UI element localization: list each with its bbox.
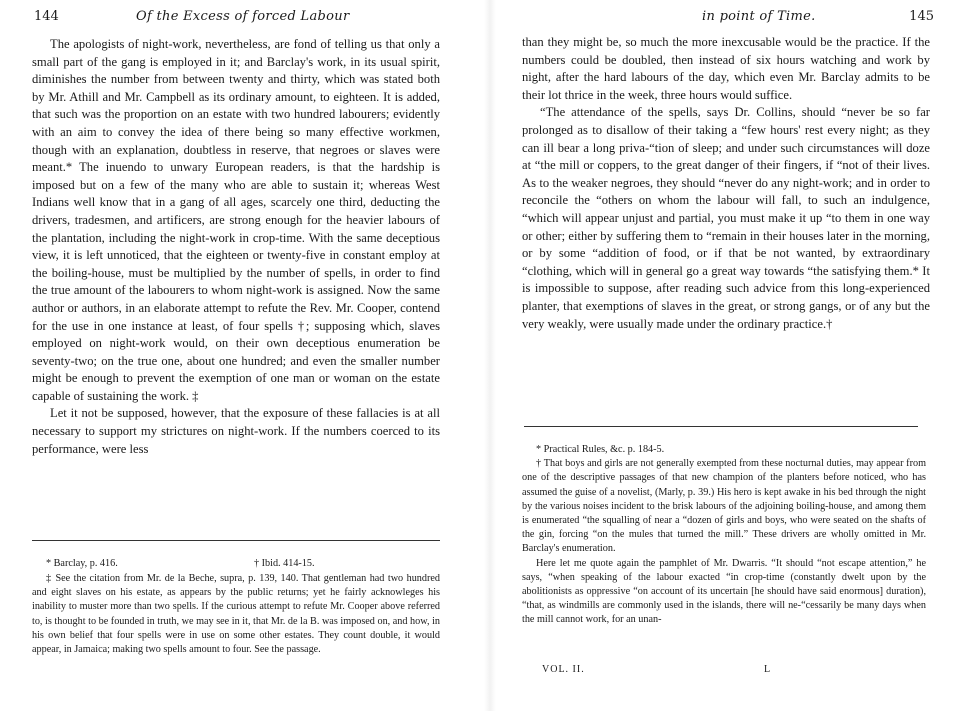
left-footnotes [32,557,440,657]
left-page-number: 144 [34,9,59,24]
left-footnote-row [32,557,440,572]
right-footnote-continuation: Here let me quote again the pamphlet of Mr. Dwarris. “It should “not escape attention,” he says, “when speaking of the labour exacted “in crop-time (constantly dwelt upon by the abolitionists as oppressive “on account of its uncertain [he should have said enormous] duration), “that, as windmills are commonly used in the islands, there will ne-“cessarily be many days when the mill cannot work, for an unan- [522,557,926,626]
right-footnote-star: * Practical Rules, &c. p. 184-5. [536,444,665,455]
right-footnote-rule [524,426,918,427]
right-paragraph-1: than they might be, so much the more inexcusable would be the practice. If the numbers could be doubled, then instead of six hours watching and work by night, after the hard labours of the day, which even Mr. Barclay admits to be their lot thrice in the week, three hours would suffice. [522,35,930,102]
right-footnotes [522,443,926,628]
right-page-number: 145 [909,9,934,24]
left-paragraph-2: Let it not be supposed, however, that the exposure of these fallacies is at all necessary to support my strictures on night-work. If the numbers coerced to its performance, were less [32,406,440,456]
right-paragraph-2: “The attendance of the spells, says Dr. Collins, should “never be so far prolonged as to disallow of their taking a “few hours' rest every night; as they can ill bear a long priva-“tion of sleep; and under such circumstances will doze at “the mill or coppers, to the great danger of their fingers, if “not of their lives. As to the weaker negroes, they should “never do any night-work; and in order to reconcile the “others on whom the labour will fall, to such an indulgence, “which will appear unjust and partial, you must make it up “to them in one way or other; either by suffering them to “remain in their houses later in the morning, or by some “addition of food, or if that be not wanted, by extraordinary “clothing, which will in general go a great way towards “the satisfying them.* It is impossible to suppose, after reading such advice from this long-experienced planter, that exemptions of slaves in the great, or strong gangs, or of any but the very weakly, were usually made under the ordinary practice.† [522,105,930,331]
left-paragraph-1: The apologists of night-work, nevertheless, are fond of telling us that only a small part of the gang is employed in it; and Barclay's work, in its usual spirit, diminishes the number from between twenty and thirty, which was stated both by Mr. Athill and Mr. Campbell as its ordinary amount, to eighteen. It is added, that such was the proportion on an estate with two hundred labourers; evidently with an aim to convey the idea of there being so many effective workmen, though with an explanation, doubtless in reserve, that negroes or slaves were meant.* The inuendo to unwary European readers, is that the hardship is imposed but on a few of the many who are able to sustain it; whereas West Indians well know that in a gang of all ages, scarcely one third, deducting the drivers, tradesmen, and artificers, are strong enough for the heavier labours of the plantation, including the night-work in crop-time. With the same deceptious view, it is left unnoticed, that the eighteen or twenty-five in constant employ at the boiling-house, must be multiplied by the number of spells, in order to find the true amount of the labourers to whom night-work is assigned. Now the same author or authors, in an elaborate attempt to refute the Rev. Mr. Cooper, contend for the use in one instance at least, of four spells †; supposing which, slaves employed on night-work would, on their own deceptious enumeration be seventy-two; on the true one, about one hundred; and even the smaller number might be enough to prevent the exemption of one man or woman on the estate capable of sustaining the work. ‡ [32,37,440,403]
signature-line [542,664,922,678]
left-running-head: Of the Excess of forced Labour [136,9,350,24]
left-footnote-star: * Barclay, p. 416. [46,558,118,569]
signature-mark: L [764,664,772,675]
right-running-head: in point of Time. [702,9,816,24]
left-body-text [32,36,440,458]
right-page [490,0,980,711]
left-footnote-double-dagger: ‡ See the citation from Mr. de la Beche, supra, p. 139, 140. That gentleman had two hundred and eight slaves on his estate, as appears by the public returns; yet he fairly acknowleges his inability to muster more than two spells. If the curious attempt to refute Mr. Cooper above referred to, is thought to be founded in truth, we may see in it, that Mr. de la B. was imposed on, and how, in his own belief that four spells were in use on some other estates. They count double, it would appear, in Jamaica; making two spells amount to four. See the passage. [32,573,440,656]
right-page-header [524,8,934,26]
volume-mark: VOL. II. [542,664,585,675]
right-body-text [522,34,930,333]
right-footnote-dagger: † That boys and girls are not generally exempted from these nocturnal duties, may appear from one of the descriptive passages of that new champion of the planters before noticed, who has assumed the guise of a novelist, (Marly, p. 39.) His hero is kept awake in his bed through the night by the various noises incident to the brisk labours of the adjoining boiling-house, and among them is enumerated “the squalling of near a “dozen of girls and boys, who were seated on the shafts of the gin, forcing “on the mules that turned the mill.” These drivers are wholly omitted in Mr. Barclay's enumeration. [522,458,926,555]
left-page-header [34,8,444,26]
left-footnote-dagger: † Ibid. 414-15. [254,558,315,569]
left-footnote-rule [32,540,440,541]
